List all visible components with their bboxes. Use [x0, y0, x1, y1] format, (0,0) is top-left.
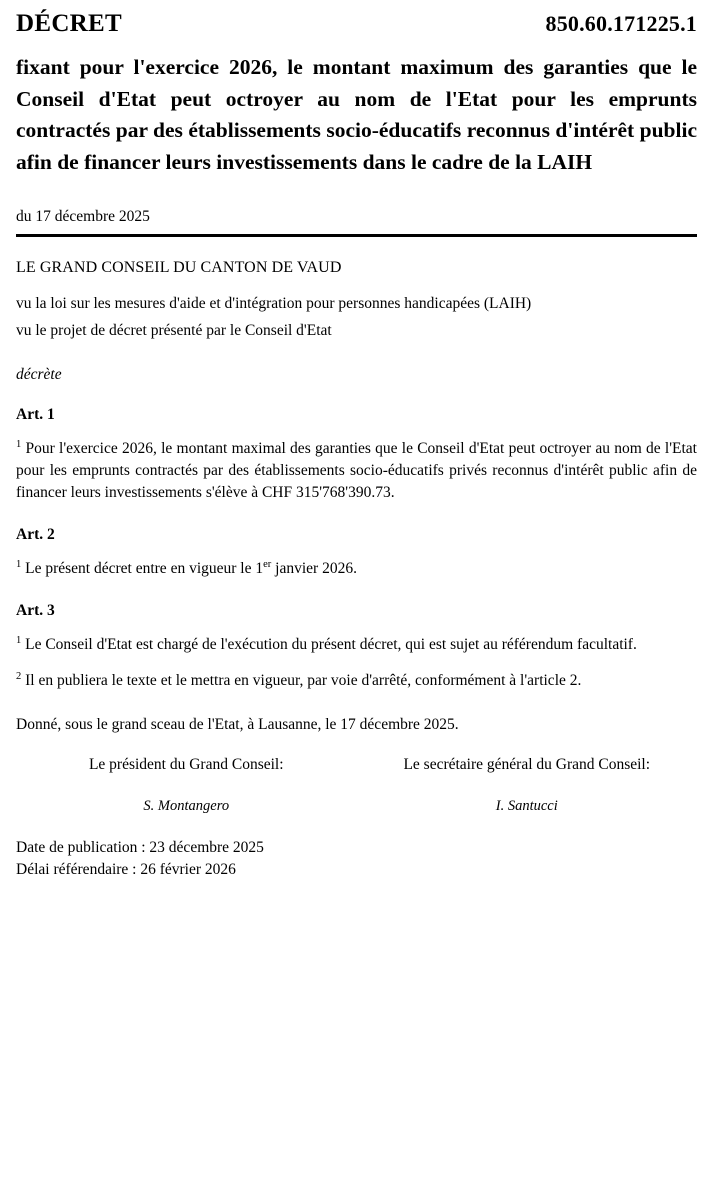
document-title: fixant pour l'exercice 2026, le montant maximum des garanties que le Conseil d'Etat peut octroyer au nom de l'Etat pour les emprunts contractés par des établissements socio-éducatifs reconnus d'intérêt public afin de financer leurs investissements dans le cadre de la LAIH — [16, 55, 697, 174]
paragraph-text: Le Conseil d'Etat est chargé de l'exécution du présent décret, qui est sujet au référendum facultatif. — [25, 636, 637, 654]
document-number: 850.60.171225.1 — [545, 11, 697, 36]
signature-role-label: Le secrétaire général du Grand Conseil: — [403, 755, 651, 773]
signature-names — [16, 798, 697, 815]
article-1-paragraph-1 — [16, 438, 697, 504]
header-divider — [16, 234, 697, 237]
issuing-authority: LE GRAND CONSEIL DU CANTON DE VAUD — [16, 259, 342, 277]
paragraph-text: Il en publiera le texte et le mettra en vigueur, par voie d'arrêté, conformément à l'article 2. — [25, 672, 582, 690]
publication-date: Date de publication : 23 décembre 2025 — [16, 838, 264, 856]
document-footer — [16, 837, 697, 882]
article-3-paragraph-2 — [16, 670, 697, 692]
paragraph-text: Pour l'exercice 2026, le montant maximal des garanties que le Conseil d'Etat peut octroyer au nom de l'Etat pour les emprunts contractés par des établissements socio-éducatifs privés reconnus d'intérêt public afin de financer leurs investissements s'élève à CHF 315'768'390.73. — [16, 440, 697, 502]
signature-name-secretary: I. Santucci — [495, 797, 558, 814]
paragraph-text-before: Le présent décret entre en vigueur le 1 — [25, 560, 264, 578]
paragraph-marker: 1 — [16, 559, 22, 571]
ordinal-superscript: er — [263, 559, 272, 571]
referendum-deadline: Délai référendaire : 26 février 2026 — [16, 861, 236, 879]
article-heading-1: Art. 1 — [16, 406, 55, 424]
preamble-vu-2: vu le projet de décret présenté par le Conseil d'Etat — [16, 322, 332, 340]
article-2-paragraph-1 — [16, 558, 697, 580]
signature-role-president — [16, 754, 357, 776]
document-type: DÉCRET — [16, 10, 122, 37]
paragraph-marker: 1 — [16, 439, 22, 451]
paragraph-marker: 2 — [16, 671, 22, 683]
paragraph-marker: 1 — [16, 635, 22, 647]
decrete-keyword: décrète — [16, 366, 62, 384]
article-3-paragraph-1 — [16, 634, 697, 656]
article-heading-2: Art. 2 — [16, 526, 55, 544]
signature-role-label: Le président du Grand Conseil: — [88, 755, 284, 773]
signature-role-secretary — [357, 754, 698, 776]
article-heading-3: Art. 3 — [16, 602, 55, 620]
document-date: du 17 décembre 2025 — [16, 208, 150, 226]
signature-name-president: S. Montangero — [143, 797, 230, 814]
signature-roles — [16, 754, 697, 776]
paragraph-text-after: janvier 2026. — [271, 560, 357, 578]
document-header — [16, 10, 697, 38]
given-statement: Donné, sous le grand sceau de l'Etat, à Lausanne, le 17 décembre 2025. — [16, 716, 459, 734]
preamble-vu-1: vu la loi sur les mesures d'aide et d'intégration pour personnes handicapées (LAIH) — [16, 295, 532, 313]
